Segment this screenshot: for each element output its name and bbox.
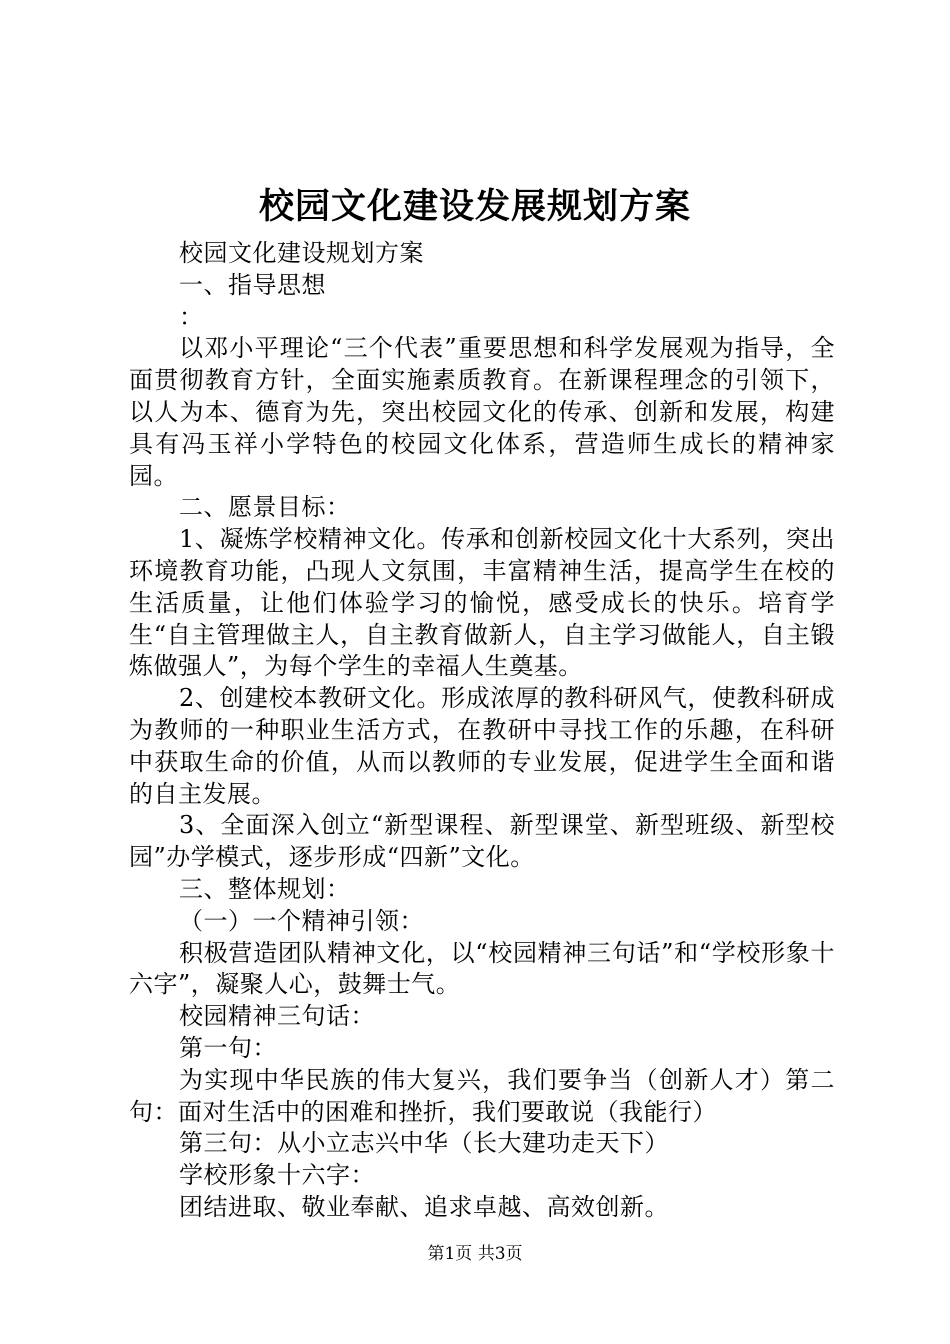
document-body	[129, 238, 835, 1224]
section-heading-guiding-ideology: 一、指导思想	[179, 270, 326, 299]
paragraph-colon: ：	[179, 302, 204, 331]
paragraph-goal-1: 1、凝炼学校精神文化。传承和创新校园文化十大系列，突出环境教育功能，凸现人文氛围，丰富精神生活，提高学生在校的生活质量，让他们体验学习的愉悦，感受成长的快乐。培育学生“自主管理做主人，自主教育做新人，自主学习做能人，自主锻炼做强人”，为每个学生的幸福人生奠基。	[129, 525, 835, 681]
paragraph-team-spirit: 积极营造团队精神文化，以“校园精神三句话”和“学校形象十六字”，凝聚人心，鼓舞士气。	[129, 938, 835, 999]
paragraph-third-sentence: 第三句：从小立志兴中华（长大建功走天下）	[179, 1129, 669, 1158]
paragraph-goal-3: 3、全面深入创立“新型课程、新型课堂、新型班级、新型校园”办学模式，逐步形成“四新”文化。	[129, 811, 835, 872]
paragraph-first-second-sentence: 为实现中华民族的伟大复兴，我们要争当（创新人才）第二句：面对生活中的困难和挫折，我们要敢说（我能行）	[129, 1065, 835, 1126]
paragraph-guiding-ideology: 以邓小平理论“三个代表”重要思想和科学发展观为指导，全面贯彻教育方针，全面实施素质教育。在新课程理念的引领下，以人为本、德育为先，突出校园文化的传承、创新和发展，构建具有冯玉祥小学特色的校园文化体系，营造师生成长的精神家园。	[129, 334, 835, 490]
paragraph-three-sentences-heading: 校园精神三句话：	[179, 1002, 375, 1031]
document-title: 校园文化建设发展规划方案	[258, 186, 691, 227]
subsection-heading-spirit: （一）一个精神引领：	[179, 906, 424, 935]
paragraph-sixteen-chars: 团结进取、敬业奉献、追求卓越、高效创新。	[179, 1192, 669, 1221]
page-footer: 第1页 共3页	[427, 1244, 523, 1264]
paragraph-plan-name: 校园文化建设规划方案	[179, 239, 424, 267]
paragraph-sixteen-chars-heading: 学校形象十六字：	[179, 1161, 375, 1190]
section-heading-overall-plan: 三、整体规划：	[179, 874, 351, 903]
paragraph-goal-2: 2、创建校本教研文化。形成浓厚的教科研风气，使教科研成为教师的一种职业生活方式，在教研中寻找工作的乐趣，在科研中获取生命的价值，从而以教师的专业发展，促进学生全面和谐的自主发展。	[129, 684, 835, 808]
paragraph-first-sentence-label: 第一句：	[179, 1033, 277, 1062]
section-heading-vision-goals: 二、愿景目标：	[179, 493, 351, 522]
